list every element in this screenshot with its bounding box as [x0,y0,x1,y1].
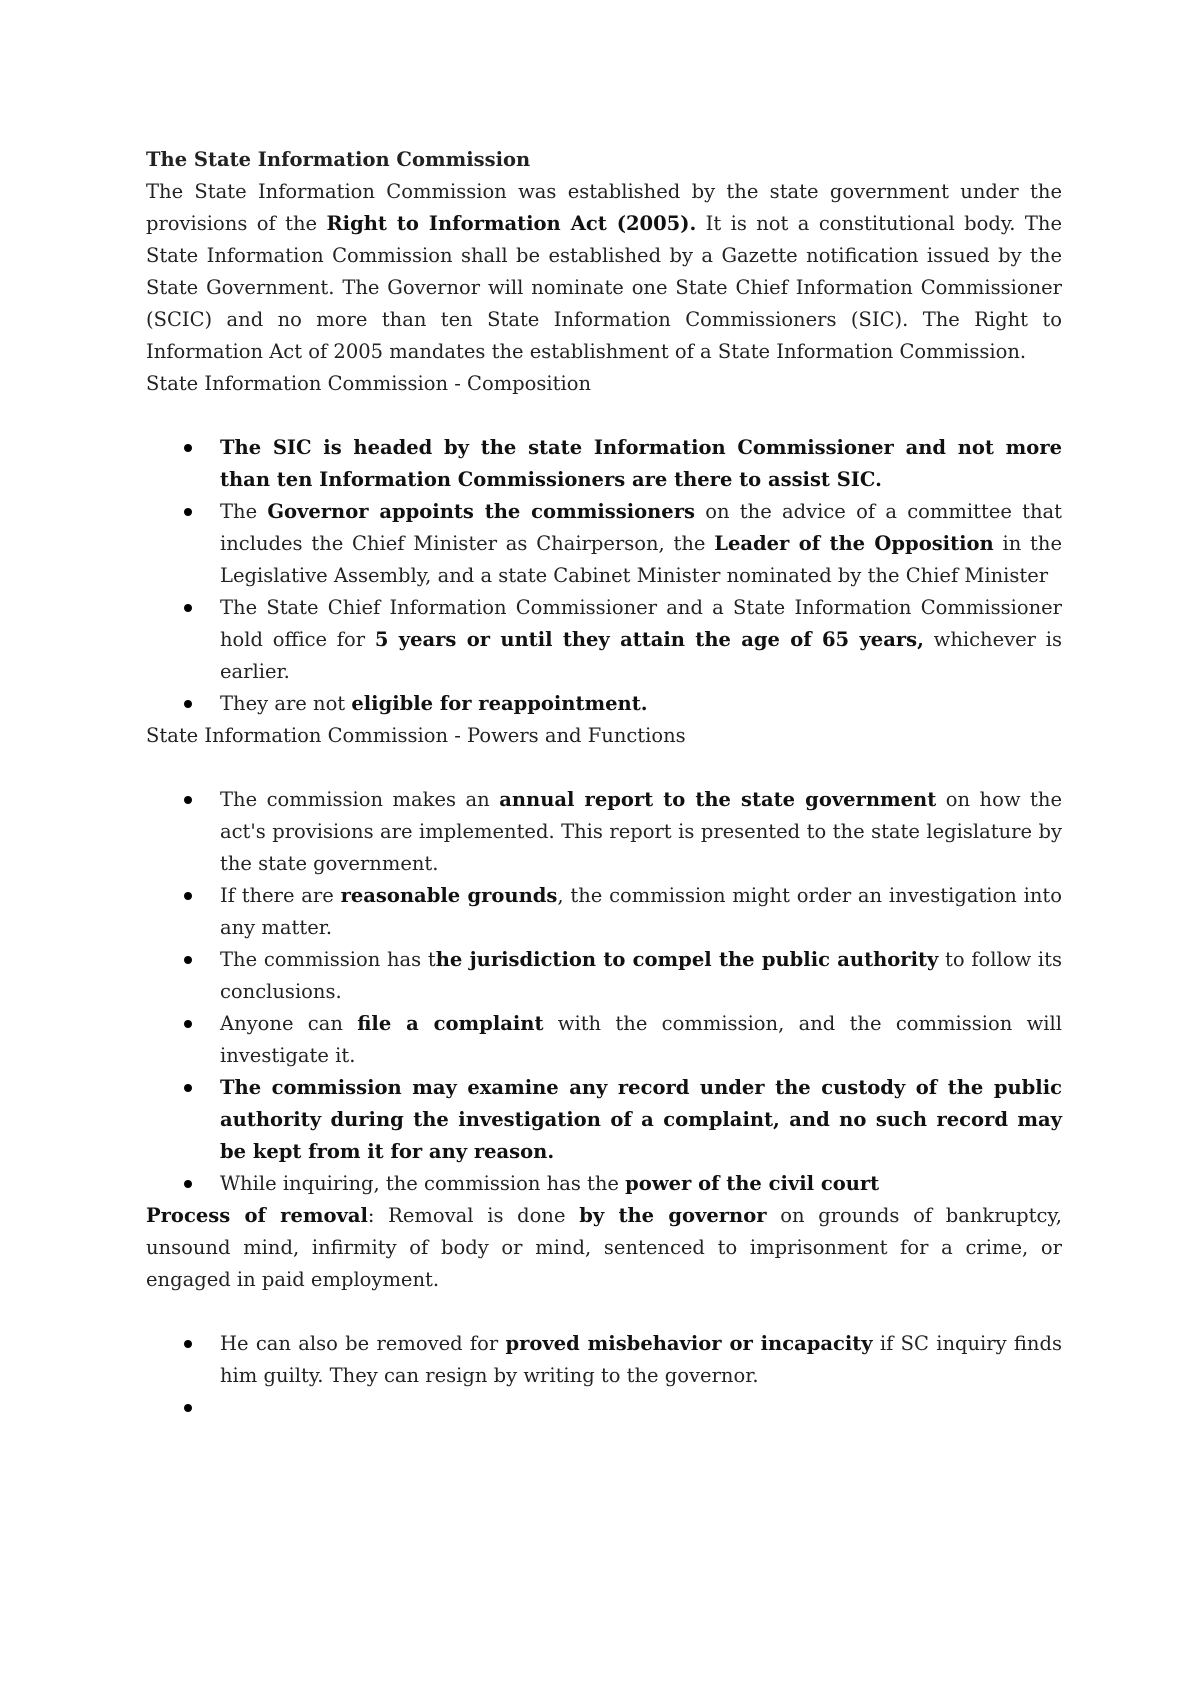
list-item: The commission may examine any record under the custody of the public authority during the investigation of a complaint, and no such record may be kept from it for any reason. [146,1072,1062,1168]
list-item: The SIC is headed by the state Information Commissioner and not more than ten Information Commissioners are there to assist SIC. [146,432,1062,496]
removal-label: Process of removal [146,1204,368,1227]
list-item: They are not eligible for reappointment. [146,688,1062,720]
list-item: If there are reasonable grounds, the commission might order an investigation into any matter. [146,880,1062,944]
list-item: The commission makes an annual report to the state government on how the act's provisions are implemented. This report is presented to the state legislature by the state government. [146,784,1062,880]
empty-list-item [146,1392,1062,1424]
powers-list [146,784,1062,1200]
list-item: He can also be removed for proved misbehavior or incapacity if SC inquiry finds him guilty. They can resign by writing to the governor. [146,1328,1062,1392]
list-item: The Governor appoints the commissioners on the advice of a committee that includes the Chief Minister as Chairperson, the Leader of the Opposition in the Legislative Assembly, and a state Cabinet Minister nominated by the Chief Minister [146,496,1062,592]
bullet-icon [184,444,192,452]
removal-list [146,1328,1062,1424]
composition-list [146,432,1062,720]
bullet-icon [184,1340,192,1348]
bullet-icon [184,1404,192,1412]
document-body [146,144,1062,1424]
bullet-icon [184,956,192,964]
bullet-icon [184,1020,192,1028]
document-title: The State Information Commission [146,148,531,171]
bullet-icon [184,1180,192,1188]
intro-bold-act: Right to Information Act (2005). [326,212,697,235]
bullet-icon [184,700,192,708]
intro-text-2: It is not a constitutional body. The State Information Commission shall be established by a Gazette notification issued by the State Government. The Governor will nominate one State Chief Information Commissioner (SCIC) and no more than ten State Information Commissioners (SIC). The Right to Information Act of 2005 mandates the establishment of a State Information Commission. [146,212,1062,363]
list-item: Anyone can file a complaint with the commission, and the commission will investigate it. [146,1008,1062,1072]
list-item: The State Chief Information Commissioner and a State Information Commissioner hold office for 5 years or until they attain the age of 65 years, whichever is earlier. [146,592,1062,688]
bullet-icon [184,604,192,612]
bullet-icon [184,796,192,804]
composition-heading: State Information Commission - Composition [146,372,592,395]
bullet-icon [184,892,192,900]
removal-paragraph: Process of removal: Removal is done by the governor on grounds of bankruptcy, unsound mind, infirmity of body or mind, sentenced to imprisonment for a crime, or engaged in paid employment. [146,1204,1062,1291]
list-item: While inquiring, the commission has the power of the civil court [146,1168,1062,1200]
powers-heading: State Information Commission - Powers and Functions [146,724,686,747]
bullet-icon [184,1084,192,1092]
bullet-icon [184,508,192,516]
intro-paragraph [146,176,1062,368]
intro-text-1: The State Information Commission was established by the state government under the provisions of the [146,180,1062,235]
list-item: The commission has the jurisdiction to compel the public authority to follow its conclusions. [146,944,1062,1008]
